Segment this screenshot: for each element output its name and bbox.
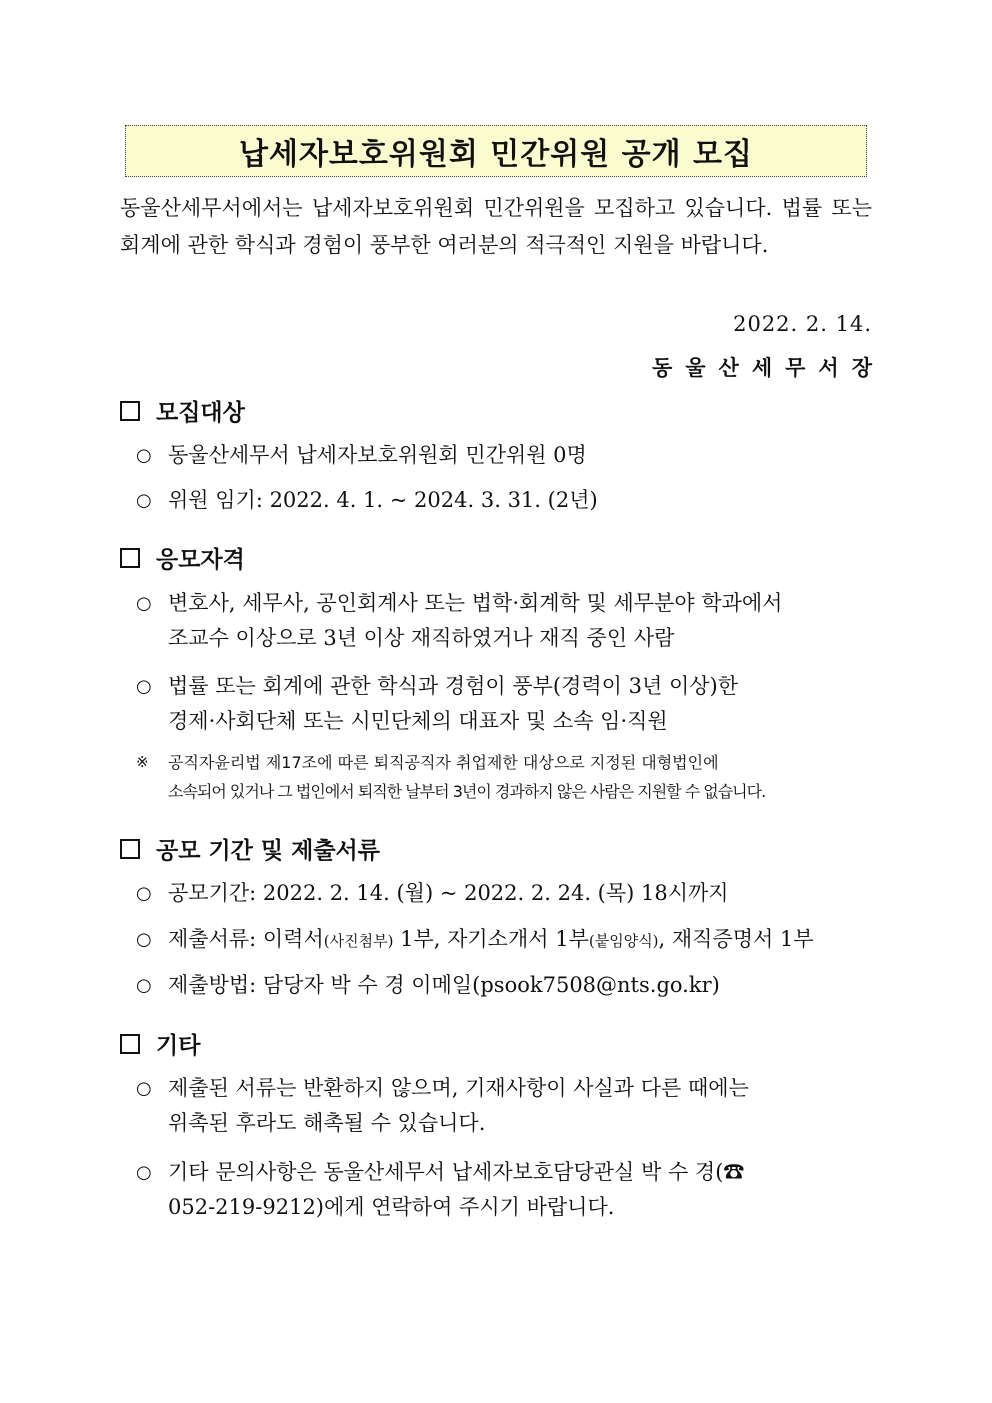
title-banner	[125, 125, 867, 177]
section-target-heading	[120, 394, 245, 427]
item-text: 제출방법: 담당자 박 수 경 이메일(psook7508@nts.go.kr)	[168, 973, 720, 997]
list-item	[136, 876, 872, 911]
checkbox-square-icon	[120, 548, 140, 568]
item-text	[168, 669, 872, 739]
list-item	[136, 586, 872, 656]
section-etc-heading	[120, 1027, 200, 1060]
item-segment: , 재직증명서 1부	[658, 927, 814, 951]
list-item	[136, 483, 872, 518]
circle-bullet-icon: ○	[136, 676, 152, 697]
note-symbol: ※	[136, 753, 149, 771]
circle-bullet-icon: ○	[136, 593, 152, 614]
list-item	[136, 1155, 872, 1225]
item-small-note: (사진첨부)	[323, 932, 394, 950]
item-text	[168, 922, 872, 959]
item-line: 법률 또는 회계에 관한 학식과 경험이 풍부(경력이 3년 이상)한	[168, 674, 739, 698]
item-line: 052-219-9212)에게 연락하여 주시기 바랍니다.	[168, 1195, 615, 1219]
item-text: 동울산세무서 납세자보호위원회 민간위원 0명	[168, 443, 587, 467]
item-line: 경제·사회단체 또는 시민단체의 대표자 및 소속 임·직원	[168, 709, 668, 733]
circle-bullet-icon: ○	[136, 975, 152, 996]
checkbox-square-icon	[120, 839, 140, 859]
restriction-note	[136, 748, 872, 806]
circle-bullet-icon: ○	[136, 1078, 152, 1099]
section-period-heading	[120, 832, 380, 865]
list-item	[136, 438, 872, 473]
item-text	[168, 1071, 872, 1141]
circle-bullet-icon: ○	[136, 929, 152, 950]
section-qualification-heading	[120, 541, 245, 574]
item-line: 조교수 이상으로 3년 이상 재직하였거나 재직 중인 사람	[168, 626, 675, 650]
item-line: 위촉된 후라도 해촉될 수 있습니다.	[168, 1111, 486, 1135]
intro-line: 법률 또는 회계에 관한 학식과 경험이 풍부한 여러분의 적극적인 지원을	[120, 196, 872, 257]
notice-document	[120, 0, 885, 1403]
item-segment: 제출서류: 이력서	[168, 927, 324, 951]
intro-paragraph	[120, 190, 872, 264]
checkbox-square-icon	[120, 401, 140, 421]
issue-date: 2022. 2. 14.	[733, 312, 872, 336]
section-heading-label: 공모 기간 및 제출서류	[156, 837, 380, 864]
item-line: 변호사, 세무사, 공인회계사 또는 법학·회계학 및 세무분야 학과에서	[168, 591, 783, 615]
page-title: 납세자보호위원회 민간위원 공개 모집	[238, 137, 753, 172]
section-heading-label: 응모자격	[156, 546, 245, 573]
note-line: 공직자윤리법 제17조에 따른 퇴직공직자 취업제한 대상으로 지정된 대형법인에	[168, 753, 719, 772]
intro-line: 바랍니다.	[680, 233, 769, 257]
list-item	[136, 968, 872, 1003]
note-text	[168, 748, 765, 806]
list-item	[136, 669, 872, 739]
section-heading-label: 기타	[156, 1032, 201, 1059]
item-text	[168, 1155, 872, 1225]
intro-line: 동울산세무서에서는 납세자보호위원회 민간위원을 모집하고 있습니다.	[120, 196, 773, 220]
item-text: 공모기간: 2022. 2. 14. (월) ~ 2022. 2. 24. (목) 18시까지	[168, 881, 729, 905]
circle-bullet-icon: ○	[136, 1162, 152, 1183]
section-heading-label: 모집대상	[156, 399, 245, 426]
item-line: 기타 문의사항은 동울산세무서 납세자보호담당관실 박 수 경(☎	[168, 1160, 745, 1184]
item-segment: 1부, 자기소개서 1부	[393, 927, 589, 951]
item-text	[168, 586, 872, 656]
item-line: 제출된 서류는 반환하지 않으며, 기재사항이 사실과 다른 때에는	[168, 1076, 749, 1100]
circle-bullet-icon: ○	[136, 883, 152, 904]
signer: 동울산세무서장	[651, 355, 885, 380]
list-item	[136, 922, 872, 959]
circle-bullet-icon: ○	[136, 445, 152, 466]
item-text: 위원 임기: 2022. 4. 1. ~ 2024. 3. 31. (2년)	[168, 488, 598, 512]
checkbox-square-icon	[120, 1034, 140, 1054]
circle-bullet-icon: ○	[136, 490, 152, 511]
item-small-note: (붙임양식)	[588, 932, 659, 950]
note-line: 소속되어 있거나 그 법인에서 퇴직한 날부터 3년이 경과하지 않은 사람은 지원할 수 없습니다.	[168, 782, 766, 801]
list-item	[136, 1071, 872, 1141]
